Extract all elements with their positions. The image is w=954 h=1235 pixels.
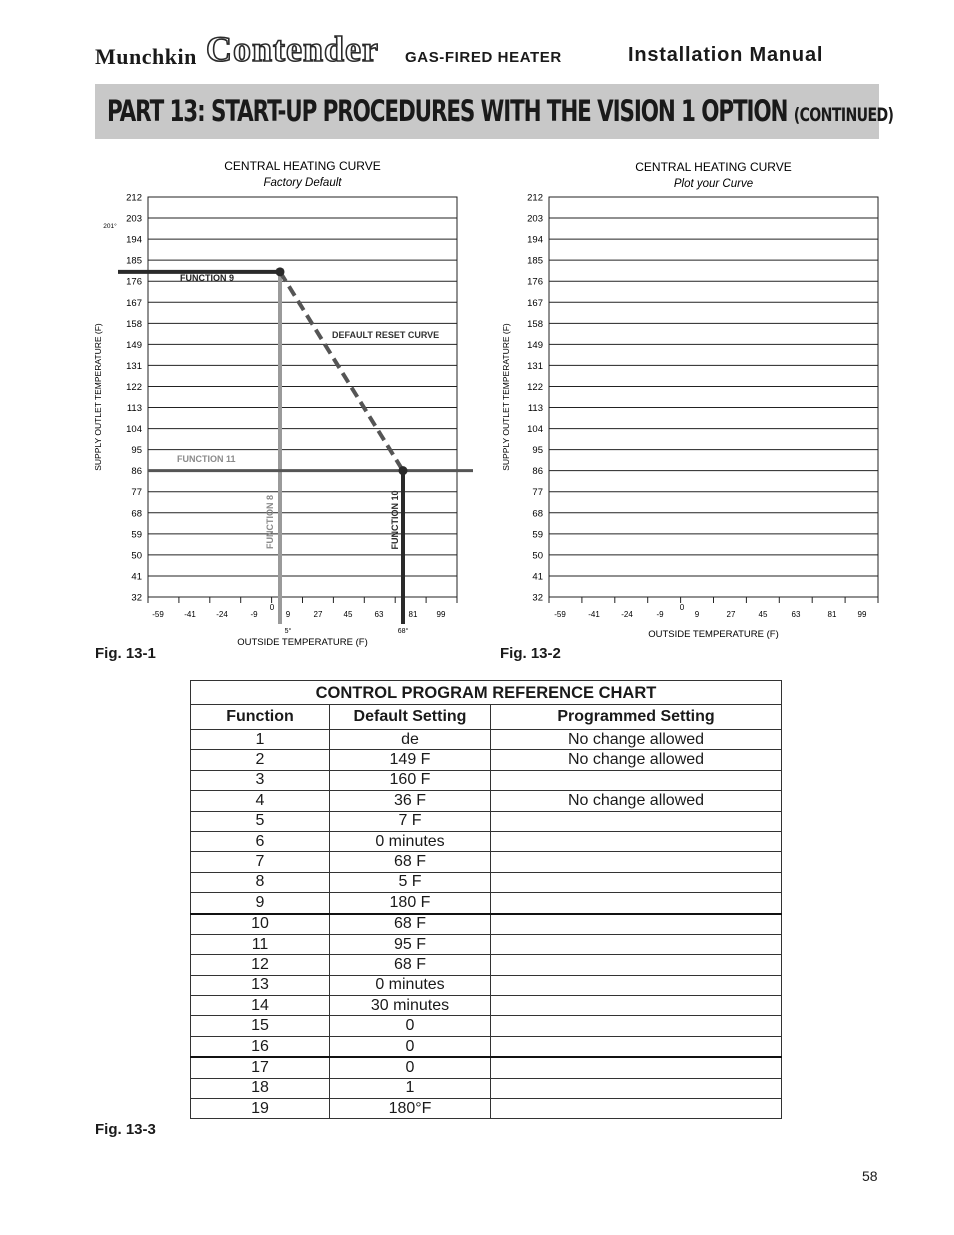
programmed-setting-cell <box>491 831 782 851</box>
function-cell: 17 <box>191 1057 330 1078</box>
default-setting-cell: 68 F <box>330 955 491 975</box>
y-tick-label: 149 <box>527 339 543 351</box>
x-tick-label: -24 <box>621 610 633 619</box>
chart-plot-your-curve <box>490 150 890 650</box>
programmed-setting-cell: No change allowed <box>491 750 782 770</box>
y-tick-label: 158 <box>126 318 142 330</box>
y-tick-label: 149 <box>126 339 142 351</box>
programmed-setting-cell <box>491 955 782 975</box>
x-tick-label: -9 <box>656 610 664 619</box>
default-setting-cell: 180 F <box>330 893 491 914</box>
table-row <box>191 852 782 872</box>
x-tick-label: 9 <box>285 610 291 619</box>
table-row <box>191 1078 782 1098</box>
default-setting-cell: 0 <box>330 1057 491 1078</box>
brand-munchkin: Munchkin <box>95 44 197 69</box>
table-row <box>191 811 782 831</box>
programmed-setting-cell <box>491 1057 782 1078</box>
y-tick-label: 131 <box>527 360 543 372</box>
default-setting-cell: 36 F <box>330 791 491 811</box>
function-cell: 12 <box>191 955 330 975</box>
x-tick-label: 81 <box>408 610 418 619</box>
y-tick-label: 113 <box>527 403 543 415</box>
function-cell: 10 <box>191 914 330 935</box>
default-reset-curve <box>280 272 403 471</box>
chart-title: CENTRAL HEATING CURVE <box>635 160 792 174</box>
column-header-function: Function <box>191 705 330 730</box>
function-cell: 9 <box>191 893 330 914</box>
page-number: 58 <box>862 1168 878 1184</box>
y-tick-label: 86 <box>532 466 543 478</box>
y-axis-label: SUPPLY OUTLET TEMPERATURE (F) <box>93 323 103 471</box>
y-tick-label: 59 <box>131 529 142 541</box>
table-row <box>191 872 782 892</box>
x-tick-label: 63 <box>374 610 384 619</box>
annotation-function-10: FUNCTION 10 <box>390 490 400 550</box>
brand-contender-logo: Contender <box>206 29 379 69</box>
programmed-setting-cell: No change allowed <box>491 730 782 750</box>
default-setting-cell: 0 minutes <box>330 831 491 851</box>
x-tick-label: -59 <box>152 610 164 619</box>
curve-point-function-11 <box>399 466 408 475</box>
default-setting-cell: 68 F <box>330 852 491 872</box>
default-setting-cell: 1 <box>330 1078 491 1098</box>
y-tick-label: 122 <box>126 381 142 393</box>
table-row <box>191 996 782 1016</box>
y-tick-label: 32 <box>532 592 543 604</box>
function-cell: 13 <box>191 975 330 995</box>
function-cell: 15 <box>191 1016 330 1036</box>
function-cell: 3 <box>191 770 330 790</box>
x-tick-label: -9 <box>250 610 258 619</box>
extra-x-tick-label: 5° <box>284 628 292 635</box>
chart-subtitle: Factory Default <box>263 177 342 189</box>
annotation-function-8: FUNCTION 8 <box>265 495 275 549</box>
y-tick-label: 212 <box>126 192 142 204</box>
y-tick-label: 77 <box>131 487 142 499</box>
default-setting-cell: 95 F <box>330 934 491 954</box>
programmed-setting-cell <box>491 996 782 1016</box>
programmed-setting-cell <box>491 770 782 790</box>
y-tick-label: 95 <box>532 445 543 457</box>
y-tick-label: 122 <box>527 381 543 393</box>
table-row <box>191 730 782 750</box>
function-cell: 6 <box>191 831 330 851</box>
x-tick-label: 0 <box>679 603 685 612</box>
table-row <box>191 770 782 790</box>
default-setting-cell: 0 <box>330 1016 491 1036</box>
plot-frame <box>148 197 457 597</box>
chart-title: CENTRAL HEATING CURVE <box>224 159 381 173</box>
y-tick-label: 86 <box>131 466 142 478</box>
y-tick-label: 185 <box>527 255 543 267</box>
x-tick-label: -59 <box>554 610 566 619</box>
y-tick-label: 77 <box>532 487 543 499</box>
chart-subtitle: Plot your Curve <box>673 178 754 190</box>
y-tick-label: 185 <box>126 255 142 267</box>
y-tick-label: 32 <box>131 592 142 604</box>
annotation-function-9: FUNCTION 9 <box>180 273 234 283</box>
figure-label-13-3: Fig. 13-3 <box>95 1121 156 1138</box>
annotation-function-11: FUNCTION 11 <box>177 454 236 464</box>
y-tick-label: 203 <box>126 213 142 225</box>
table-row <box>191 975 782 995</box>
programmed-setting-cell <box>491 1036 782 1057</box>
y-tick-label: 176 <box>527 276 543 288</box>
programmed-setting-cell <box>491 1016 782 1036</box>
plot-frame <box>549 197 878 597</box>
table-row <box>191 1036 782 1057</box>
document-type: Installation Manual <box>628 44 824 66</box>
control-program-reference-chart <box>190 680 782 1119</box>
function-cell: 19 <box>191 1099 330 1119</box>
x-axis-label: OUTSIDE TEMPERATURE (F) <box>237 637 368 648</box>
extra-x-tick-label: 68° <box>397 628 409 635</box>
figure-label-13-1: Fig. 13-1 <box>95 645 156 662</box>
programmed-setting-cell <box>491 1078 782 1098</box>
x-tick-label: 27 <box>313 610 323 619</box>
function-cell: 5 <box>191 811 330 831</box>
chart-factory-default <box>90 150 490 650</box>
table-row <box>191 955 782 975</box>
y-tick-label: 194 <box>527 234 543 246</box>
default-setting-cell: 0 minutes <box>330 975 491 995</box>
x-tick-label: 63 <box>791 610 801 619</box>
table-row <box>191 1016 782 1036</box>
x-tick-label: 99 <box>857 610 867 619</box>
x-axis-label: OUTSIDE TEMPERATURE (F) <box>648 629 779 640</box>
table-row <box>191 750 782 770</box>
function-cell: 14 <box>191 996 330 1016</box>
y-tick-label: 59 <box>532 529 543 541</box>
programmed-setting-cell <box>491 934 782 954</box>
x-tick-label: -24 <box>216 610 228 619</box>
table-row <box>191 934 782 954</box>
y-tick-label: 194 <box>126 234 142 246</box>
x-tick-label: 9 <box>694 610 700 619</box>
x-tick-label: -41 <box>588 610 600 619</box>
x-tick-label: 99 <box>436 610 446 619</box>
y-tick-label: 167 <box>527 297 543 309</box>
programmed-setting-cell <box>491 975 782 995</box>
programmed-setting-cell <box>491 811 782 831</box>
default-setting-cell: 68 F <box>330 914 491 935</box>
y-tick-label: 50 <box>131 550 142 562</box>
function-cell: 16 <box>191 1036 330 1057</box>
programmed-setting-cell <box>491 914 782 935</box>
function-cell: 1 <box>191 730 330 750</box>
brand-subtitle: GAS-FIRED HEATER <box>405 49 562 66</box>
programmed-setting-cell <box>491 872 782 892</box>
default-setting-cell: 180°F <box>330 1099 491 1119</box>
x-tick-label: 45 <box>758 610 768 619</box>
function-cell: 11 <box>191 934 330 954</box>
y-tick-label: 104 <box>126 424 142 436</box>
column-header-programmed-setting: Programmed Setting <box>491 705 782 730</box>
default-setting-cell: 149 F <box>330 750 491 770</box>
y-tick-label: 41 <box>131 571 142 583</box>
annotation-default-reset-curve: DEFAULT RESET CURVE <box>332 330 440 340</box>
default-setting-cell: 0 <box>330 1036 491 1057</box>
programmed-setting-cell: No change allowed <box>491 791 782 811</box>
y-tick-label: 104 <box>527 424 543 436</box>
function-cell: 18 <box>191 1078 330 1098</box>
x-tick-label: 45 <box>343 610 353 619</box>
x-tick-label: 27 <box>726 610 736 619</box>
default-setting-cell: de <box>330 730 491 750</box>
y-tick-label: 212 <box>527 192 543 204</box>
programmed-setting-cell <box>491 1099 782 1119</box>
table-row <box>191 893 782 914</box>
table-row <box>191 831 782 851</box>
y-tick-label: 68 <box>532 508 543 520</box>
table-row <box>191 791 782 811</box>
y-tick-label: 158 <box>527 318 543 330</box>
section-title: PART 13: START-UP PROCEDURES WITH THE VISION 1 OPTION (CONTINUED) <box>107 94 894 128</box>
curve-point-function-9 <box>276 267 285 276</box>
x-tick-label: 81 <box>827 610 837 619</box>
function-cell: 2 <box>191 750 330 770</box>
default-setting-cell: 5 F <box>330 872 491 892</box>
figure-label-13-2: Fig. 13-2 <box>500 645 561 662</box>
table-title: CONTROL PROGRAM REFERENCE CHART <box>191 681 782 705</box>
default-setting-cell: 7 F <box>330 811 491 831</box>
default-setting-cell: 30 minutes <box>330 996 491 1016</box>
function-cell: 7 <box>191 852 330 872</box>
x-tick-label: 0 <box>269 603 275 612</box>
y-tick-label: 95 <box>131 445 142 457</box>
y-tick-label: 113 <box>126 403 142 415</box>
y-tick-label: 68 <box>131 508 142 520</box>
programmed-setting-cell <box>491 852 782 872</box>
x-tick-label: -41 <box>184 610 196 619</box>
section-title-suffix: (CONTINUED) <box>793 104 894 126</box>
y-tick-label: 203 <box>527 213 543 225</box>
y-axis-label: SUPPLY OUTLET TEMPERATURE (F) <box>501 323 511 471</box>
y-tick-label: 41 <box>532 571 543 583</box>
column-header-default-setting: Default Setting <box>330 705 491 730</box>
default-setting-cell: 160 F <box>330 770 491 790</box>
function-cell: 8 <box>191 872 330 892</box>
y-tick-label: 50 <box>532 550 543 562</box>
y-tick-label: 167 <box>126 297 142 309</box>
table-row <box>191 914 782 935</box>
extra-y-tick-label: 201° <box>103 223 117 230</box>
programmed-setting-cell <box>491 893 782 914</box>
y-tick-label: 176 <box>126 276 142 288</box>
y-tick-label: 131 <box>126 360 142 372</box>
function-cell: 4 <box>191 791 330 811</box>
table-row <box>191 1057 782 1078</box>
table-row <box>191 1099 782 1119</box>
